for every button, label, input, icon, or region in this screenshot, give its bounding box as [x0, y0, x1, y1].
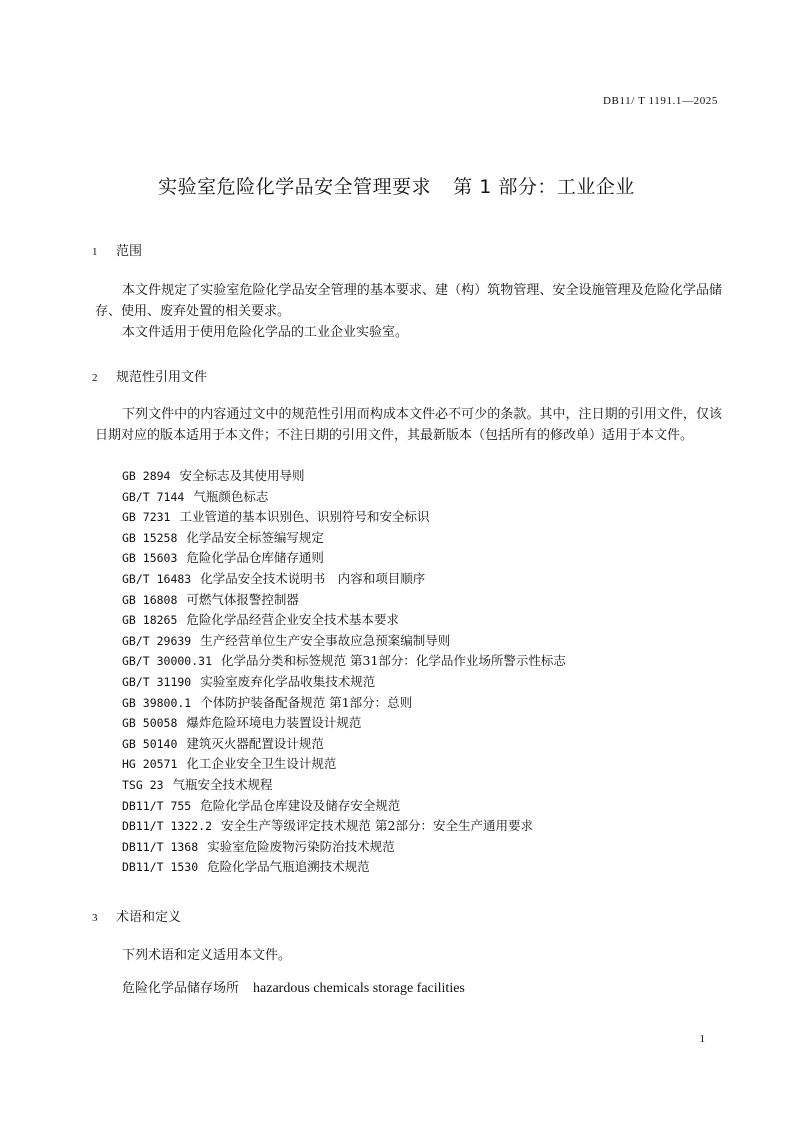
- reference-title: 安全标志及其使用导则: [179, 468, 305, 483]
- section-title: 规范性引用文件: [116, 370, 208, 385]
- reference-title: 气瓶安全技术规程: [172, 776, 273, 792]
- reference-code: GB 50140: [122, 736, 178, 751]
- reference-code: GB 15603: [122, 551, 178, 566]
- scope-paragraph-2: 本文件适用于使用危险化学品的工业企业实验室。: [122, 325, 409, 340]
- title-part: 第 1 部分：工业企业: [453, 176, 635, 198]
- document-title: [0, 172, 793, 199]
- reference-item: [122, 816, 566, 837]
- reference-item: [122, 651, 566, 672]
- term-chinese: 危险化学品储存场所: [122, 981, 240, 996]
- reference-title: 生产经营单位生产安全事故应急预案编制导则: [200, 632, 451, 648]
- reference-item: [122, 631, 566, 652]
- section-number: 1: [92, 246, 98, 258]
- reference-title: 化学品分类和标签规范 第31部分：化学品作业场所警示性标志: [221, 653, 566, 669]
- reference-code: DB11/T 1322.2: [122, 819, 213, 834]
- reference-code: GB 2894: [122, 469, 171, 483]
- section-number: 2: [92, 372, 98, 384]
- reference-item: [122, 754, 566, 775]
- reference-item: [122, 548, 566, 569]
- reference-title: 危险化学品气瓶追溯技术规范: [207, 859, 370, 875]
- reference-item: [122, 487, 566, 508]
- reference-item: [122, 713, 566, 734]
- reference-item: [122, 857, 566, 878]
- reference-title: 实验室危险废物污染防治技术规范: [207, 838, 395, 854]
- reference-item: [122, 734, 566, 755]
- reference-code: GB 39800.1: [122, 695, 192, 710]
- reference-code: GB/T 31190: [122, 674, 192, 689]
- section-title: 范围: [116, 244, 143, 259]
- reference-title: 爆炸危险环境电力装置设计规范: [186, 715, 362, 731]
- reference-code: GB 16808: [122, 592, 178, 607]
- document-code: DB11/ T 1191.1—2025: [603, 95, 718, 107]
- reference-title: 化学品安全标签编写规定: [186, 529, 324, 545]
- reference-item: [122, 672, 566, 693]
- reference-item: [122, 466, 566, 487]
- reference-item: [122, 837, 566, 858]
- reference-item: [122, 569, 566, 590]
- reference-title: 危险化学品仓库储存通则: [186, 550, 324, 566]
- reference-item: [122, 775, 566, 796]
- reference-code: GB/T 29639: [122, 633, 192, 648]
- reference-code: TSG 23: [122, 777, 164, 792]
- reference-title: 建筑灭火器配置设计规范: [186, 735, 324, 751]
- reference-title: 可燃气体报警控制器: [186, 591, 299, 607]
- terms-intro: 下列术语和定义适用本文件。: [122, 948, 292, 963]
- reference-code: DB11/T 1368: [122, 839, 199, 854]
- reference-code: GB 7231: [122, 510, 171, 525]
- reference-item: [122, 796, 566, 817]
- reference-title: 安全生产等级评定技术规范 第2部分：安全生产通用要求: [221, 818, 533, 834]
- section-number: 3: [92, 912, 98, 924]
- reference-title: 化学品安全技术说明书 内容和项目顺序: [200, 570, 426, 586]
- title-main: 实验室危险化学品安全管理要求: [158, 176, 432, 198]
- reference-item: [122, 610, 566, 631]
- page-number: 1: [699, 1033, 705, 1045]
- reference-list: [122, 466, 566, 878]
- reference-code: DB11/T 1530: [122, 860, 199, 875]
- section-1-heading: [92, 240, 142, 259]
- reference-item: [122, 528, 566, 549]
- reference-title: 化工企业安全卫生设计规范: [186, 756, 337, 772]
- reference-code: HG 20571: [122, 757, 178, 772]
- reference-item: [122, 507, 566, 528]
- reference-code: GB/T 7144: [122, 489, 185, 504]
- reference-title: 危险化学品经营企业安全技术基本要求: [186, 612, 399, 628]
- section-3-heading: [92, 906, 181, 925]
- term-english: hazardous chemicals storage facilities: [253, 981, 465, 996]
- reference-title: 实验室废弃化学品收集技术规范: [200, 673, 376, 689]
- term-entry: [122, 977, 465, 997]
- reference-title: 气瓶颜色标志: [193, 488, 269, 504]
- reference-code: GB 18265: [122, 613, 178, 628]
- section-title: 术语和定义: [116, 910, 182, 925]
- scope-paragraph-1: 本文件规定了实验室危险化学品安全管理的基本要求、建（构）筑物管理、安全设施管理及危险化学品储存、使用、废弃处置的相关要求。: [95, 283, 722, 319]
- reference-title: 个体防护装备配备规范 第1部分：总则: [200, 694, 413, 710]
- reference-code: GB 15258: [122, 530, 178, 545]
- references-intro: 下列文件中的内容通过文中的规范性引用而构成本文件必不可少的条款。其中，注日期的引用文件，仅该日期对应的版本适用于本文件；不注日期的引用文件，其最新版本（包括所有的修改单）适用于本文件。: [95, 407, 722, 443]
- reference-item: [122, 693, 566, 714]
- reference-code: GB/T 30000.31: [122, 654, 213, 669]
- section-2-heading: [92, 366, 207, 385]
- reference-code: GB 50058: [122, 716, 178, 731]
- reference-title: 危险化学品仓库建设及储存安全规范: [200, 797, 401, 813]
- reference-code: DB11/T 755: [122, 798, 192, 813]
- reference-code: GB/T 16483: [122, 571, 192, 586]
- reference-item: [122, 590, 566, 611]
- reference-title: 工业管道的基本识别色、识别符号和安全标识: [179, 509, 430, 525]
